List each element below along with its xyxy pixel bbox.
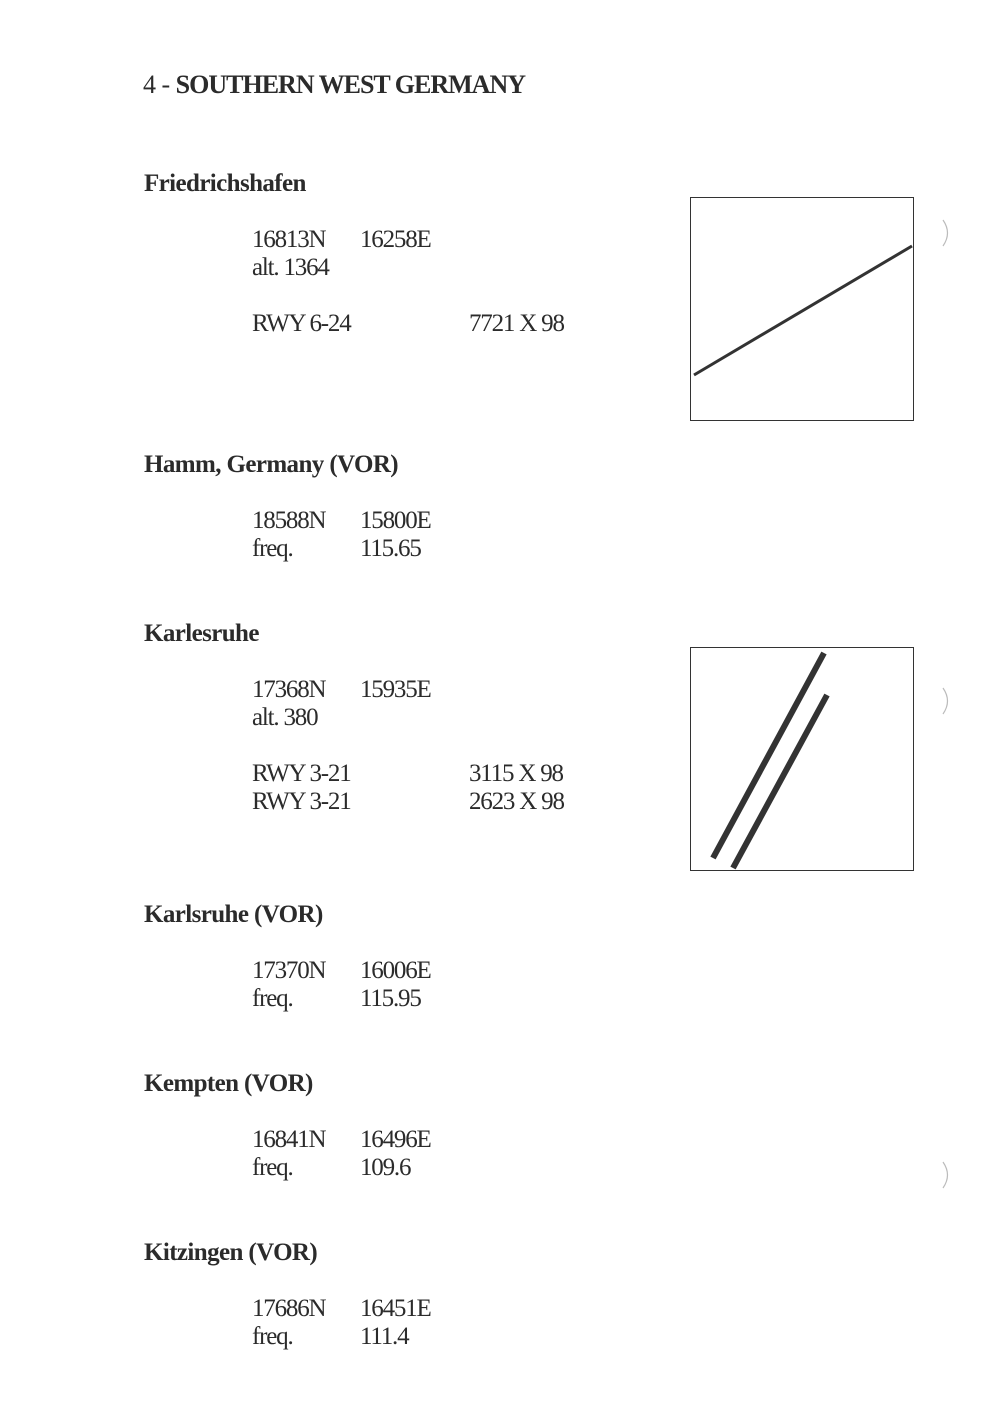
page-title: SOUTHERN WEST GERMANY [175, 70, 526, 99]
runway-label: RWY 3-21 [252, 788, 351, 815]
altitude: alt. 1364 [252, 254, 329, 281]
frequency-value: 111.4 [360, 1323, 409, 1350]
runway-line [713, 653, 824, 858]
runway-diagram-friedrichshafen [690, 197, 914, 421]
latitude: 16813N [252, 226, 326, 253]
longitude: 15935E [360, 676, 431, 703]
altitude: alt. 380 [252, 704, 318, 731]
runway-dimensions: 3115 X 98 [469, 760, 563, 787]
longitude: 16451E [360, 1295, 431, 1322]
longitude: 16496E [360, 1126, 431, 1153]
page-number: 4 [143, 70, 156, 99]
binder-hole-mark-icon [940, 1160, 954, 1190]
frequency-label: freq. [252, 1154, 293, 1181]
runway-label: RWY 6-24 [252, 310, 351, 337]
runway-dimensions: 2623 X 98 [469, 788, 564, 815]
binder-hole-mark-icon [940, 218, 954, 248]
latitude: 18588N [252, 507, 326, 534]
entry-title-hamm: Hamm, Germany (VOR) [144, 451, 399, 478]
entry-title-kitzingen-vor: Kitzingen (VOR) [144, 1239, 318, 1266]
entry-title-friedrichshafen: Friedrichshafen [144, 170, 306, 197]
frequency-value: 109.6 [360, 1154, 411, 1181]
runway-label: RWY 3-21 [252, 760, 351, 787]
latitude: 17686N [252, 1295, 326, 1322]
longitude: 16258E [360, 226, 431, 253]
latitude: 16841N [252, 1126, 326, 1153]
frequency-value: 115.65 [360, 535, 421, 562]
frequency-label: freq. [252, 1323, 293, 1350]
entry-title-karlsruhe-vor: Karlsruhe (VOR) [144, 901, 323, 928]
frequency-label: freq. [252, 535, 293, 562]
heading-separator: - [161, 70, 170, 99]
frequency-label: freq. [252, 985, 293, 1012]
entry-title-karlesruhe: Karlesruhe [144, 620, 259, 647]
runway-diagram-karlesruhe [690, 647, 914, 871]
runway-diagram-icon [691, 198, 915, 422]
runway-line [694, 246, 912, 375]
runway-dimensions: 7721 X 98 [469, 310, 564, 337]
runway-line [733, 695, 827, 868]
entry-title-kempten-vor: Kempten (VOR) [144, 1070, 313, 1097]
runway-diagram-icon [691, 648, 915, 872]
longitude: 16006E [360, 957, 431, 984]
frequency-value: 115.95 [360, 985, 421, 1012]
longitude: 15800E [360, 507, 431, 534]
latitude: 17368N [252, 676, 326, 703]
binder-hole-mark-icon [940, 686, 954, 716]
page-heading [143, 70, 525, 100]
latitude: 17370N [252, 957, 326, 984]
